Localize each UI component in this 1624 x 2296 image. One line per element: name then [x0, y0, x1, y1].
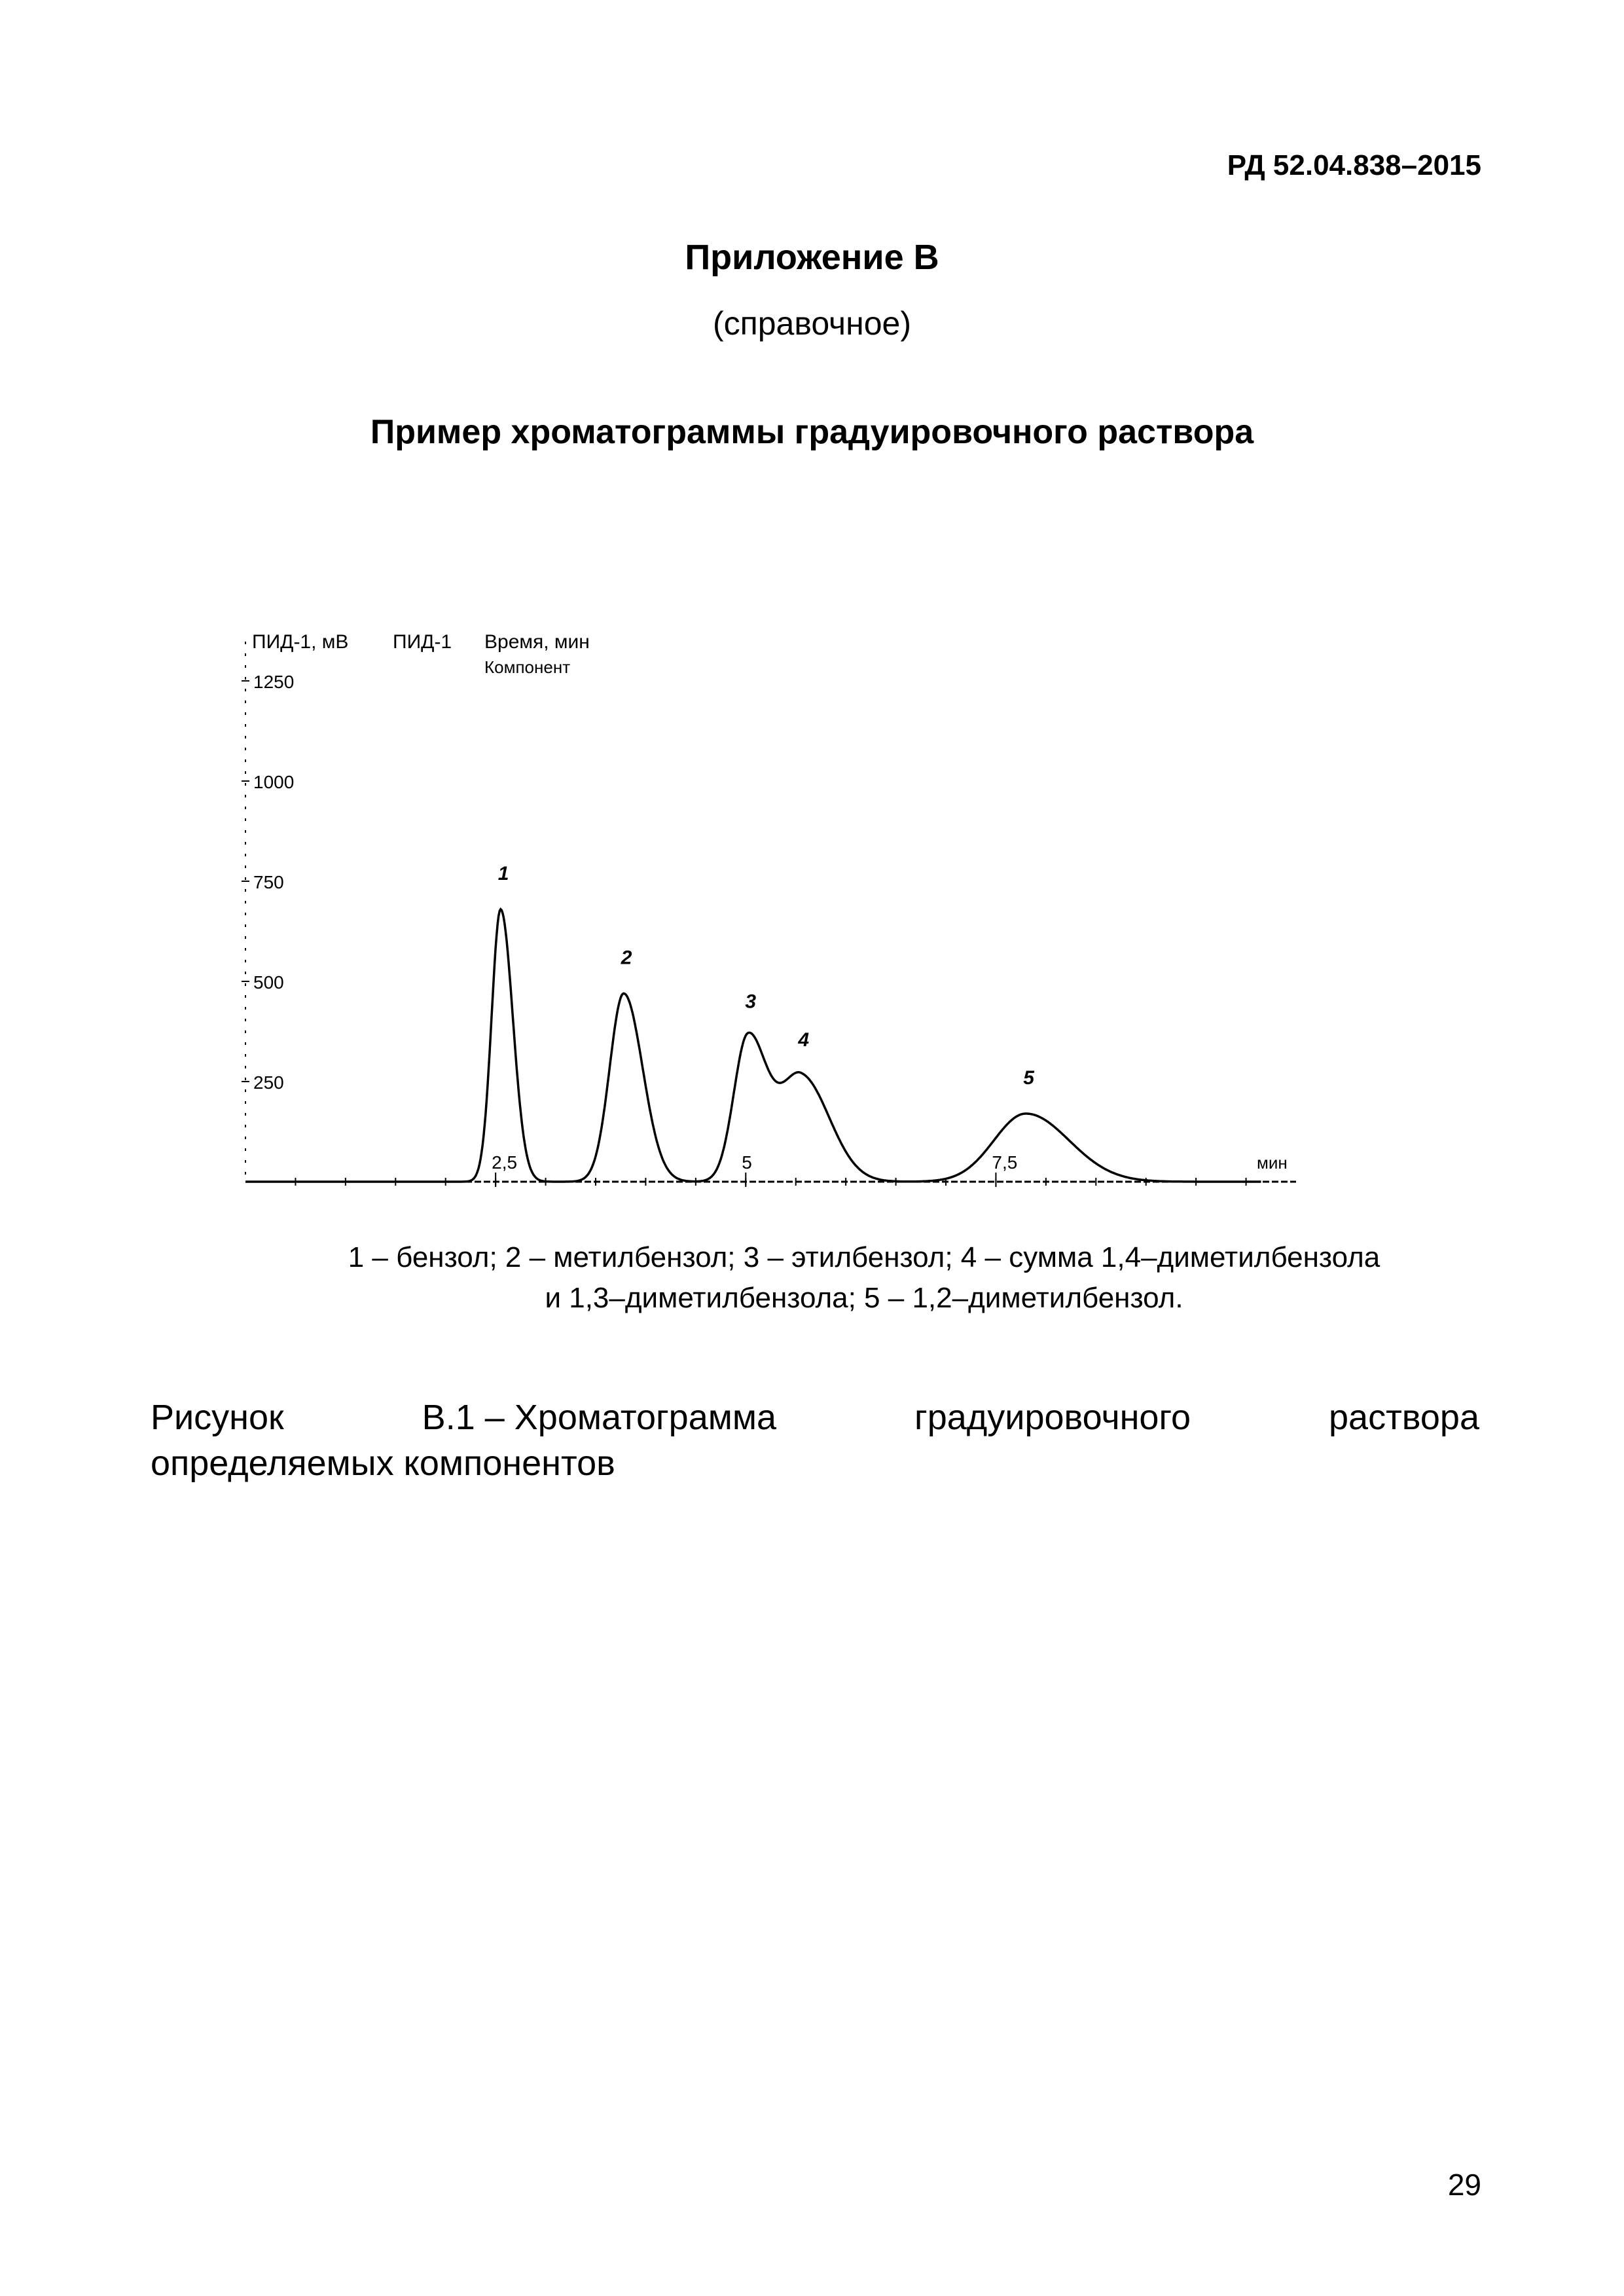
caption-word-3: градуировочного: [914, 1398, 1191, 1437]
legend-line-1: 1 – бензол; 2 – метилбензол; 3 – этилбензол; 4 – сумма 1,4–диметилбензола: [348, 1241, 1380, 1273]
peak-label: 4: [798, 1029, 810, 1051]
component-label: Компонент: [484, 657, 571, 677]
time-label: Время, мин: [484, 631, 590, 653]
x-tick-label: 7,5: [992, 1152, 1018, 1173]
appendix-title: Приложение В: [685, 238, 939, 277]
y-tick-label: 750: [253, 872, 284, 892]
chromatogram-chart: [236, 622, 1335, 1198]
chromatogram-trace: [245, 909, 1261, 1182]
section-title: Пример хроматограммы градуировочного раствора: [370, 413, 1254, 451]
caption-word-4: раствора: [1329, 1398, 1479, 1437]
figure-caption: [151, 1394, 1479, 1486]
x-tick-label: 5: [742, 1152, 752, 1173]
y-tick-label: 1000: [253, 772, 295, 792]
channel-label: ПИД-1: [393, 631, 452, 653]
caption-word-2: В.1 – Хроматограмма: [422, 1398, 777, 1437]
y-tick-label: 500: [253, 972, 284, 993]
y-axis-unit-label: ПИД-1, мВ: [252, 631, 349, 653]
appendix-subtitle: (справочное): [713, 305, 911, 342]
x-axis-label: мин: [1257, 1153, 1288, 1173]
document-code: РД 52.04.838–2015: [1227, 149, 1481, 181]
peak-label: 2: [621, 947, 632, 969]
caption-line-2: определяемых компонентов: [151, 1444, 615, 1483]
peak-label: 1: [497, 862, 509, 884]
peak-label: 5: [1023, 1066, 1034, 1089]
page-number: 29: [1447, 2168, 1481, 2202]
peak-label: 3: [745, 991, 757, 1013]
x-tick-label: 2,5: [492, 1152, 518, 1173]
legend-line-2: и 1,3–диметилбензола; 5 – 1,2–диметилбензол.: [545, 1282, 1183, 1314]
y-tick-label: 1250: [253, 672, 295, 692]
figure-legend: [275, 1237, 1453, 1319]
y-tick-label: 250: [253, 1072, 284, 1093]
caption-word-1: Рисунок: [151, 1398, 284, 1437]
